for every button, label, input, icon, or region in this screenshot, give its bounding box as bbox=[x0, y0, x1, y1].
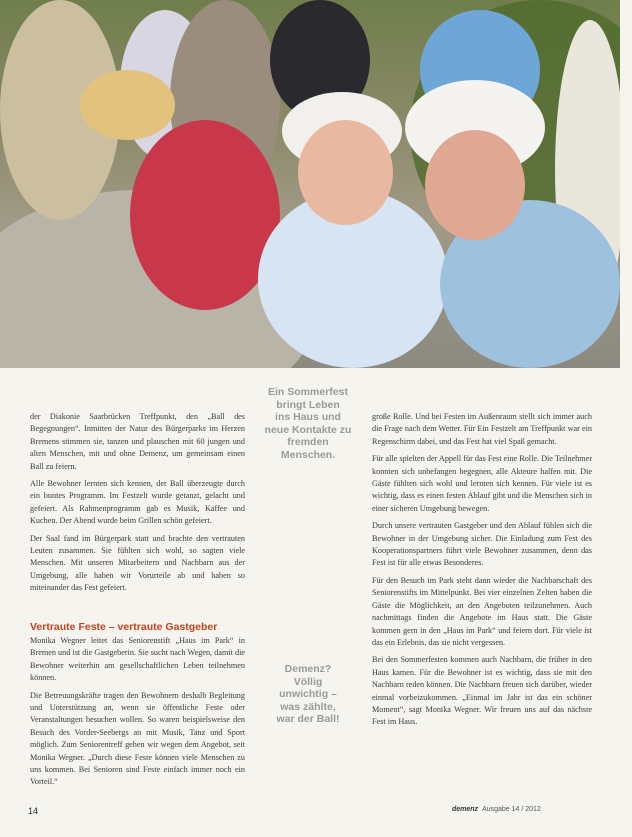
paragraph: Die Betreuungskräfte tragen den Bewohnern deshalb Begleitung und Unterstützung an, wenn sie öffentliche Feste oder Veranstaltungen besuchen wollen. So waren beispielsweise den Besuch des Vorder-Seebergs an mit Musik, Tanz und Sport möglich. Zum Seniorentreff gehen wir wegen dem Angebot, seit Monika Wegner. „Durch diese Feste können viele Menschen zu uns kommen. Bei Senioren sind Feste einfach immer noch ein Vorteil.“ bbox=[30, 690, 245, 787]
paragraph: Für alle spielten der Appell für das Fest eine Rolle. Die Teilnehmer konnten sich unbefangen begegnen, alle Akteure halfen mit. Die Gäste fühlten sich wohl und lernten sich kennen. Für viele ist es wichtig, dass es einen festen Ablauf gibt und die Menschen sich in einer sicheren Umgebung bewegen. bbox=[372, 454, 592, 513]
photo-woman-hair bbox=[80, 70, 175, 140]
paragraph: Durch unsere vertrauten Gastgeber und den Ablauf fühlen sich die Bewohner in der Umgebung sicher. Die Einladung zum Fest des Kooperationspartners führt viele Bewohner zusammen, denn das Fest ist für alle etwas Besonderes. bbox=[372, 521, 592, 568]
paragraph: Monika Wegner leitet das Seniorenstift „Haus im Park“ in Bremen und ist die Gastgeberin. Sie sucht nach Wegen, damit die Bewohner weiterhin am gesellschaftlichen Leben teilnehmen können. bbox=[30, 636, 245, 683]
pull-quote-line: war der Ball! bbox=[276, 713, 340, 726]
paragraph: Alle Bewohner lernten sich kennen, der Ball überzeugte durch ein buntes Programm. Im Festzelt wurde getanzt, gelacht und gefeiert. Als Rahmenprogramm gab es Musik, Kaffee und Kuchen. Der Abend wurde beim Grillen schön gefeiert. bbox=[30, 479, 245, 526]
left-column bbox=[30, 411, 245, 600]
pull-quote-line: fremden bbox=[287, 436, 329, 449]
pull-quote-line: Völlig bbox=[293, 675, 323, 688]
pull-quote-line: unwichtig – bbox=[279, 688, 337, 701]
pull-quote-line: ins Haus und bbox=[275, 411, 341, 424]
pull-quote bbox=[258, 386, 358, 462]
footer-issue: Ausgabe 14 / 2012 bbox=[482, 806, 541, 813]
section-subhead: Vertraute Feste – vertraute Gastgeber bbox=[30, 621, 218, 633]
page-number: 14 bbox=[28, 806, 39, 816]
paragraph: Der Saal fand im Bürgerpark statt und brachte den vertrauten Leuten zusammen. Sie fühlten sich wohl, so sagten viele Menschen. Mit unseren Mitarbeitern und Nachbarn aus der Umgebung, alle haben wir Vorurteile ab und haben so miteinander das Fest gefeiert. bbox=[30, 533, 245, 593]
pull-quote-line: Demenz? bbox=[284, 663, 332, 675]
paragraph: der Diakonie Saarbrücken Treffpunkt, den „Ball des Begegnungen“. Inmitten der Natur des Bürgerparks im Herzen Bremens stimmen sie, tanzen und plauschen mit 60 jungen und alten Menschen, mit und ohne Demenz, um gemeinsam einen Ball zu feiern. bbox=[30, 412, 245, 471]
pull-quote-line: Ein Sommerfest bbox=[268, 386, 348, 398]
pull-quote-line: neue Kontakte zu bbox=[264, 423, 352, 436]
right-column bbox=[372, 411, 592, 734]
left-column-lower bbox=[30, 635, 245, 794]
pull-quote-line: bringt Leben bbox=[276, 398, 340, 411]
photo-elderly-woman-face bbox=[298, 120, 393, 225]
paragraph: Bei den Sommerfesten kommen auch Nachbarn, die früher in den Haus kamen. Für die Bewohner ist es wichtig, dass sie mit den Nachbarn reden können. Die Nachbarn freuen sich darüber, wieder einmal vorbeizukommen. „Einmal im Jahr ist das ein schöner Moment“, sagt Monika Wegner. Wir freuen uns auf das nächste Fest im Haus. bbox=[372, 655, 592, 727]
photo-elderly-couple-at-summer-festival bbox=[0, 0, 620, 368]
pull-quote-line: Menschen. bbox=[280, 448, 336, 461]
photo-elderly-man-face bbox=[425, 130, 525, 240]
pull-quote bbox=[263, 663, 353, 726]
footer bbox=[452, 806, 541, 813]
footer-brand: demenz bbox=[452, 806, 479, 813]
paragraph: große Rolle. Und bei Festen im Außenraum stellt sich immer auch die Frage nach dem Wetter. Für Ein Festzelt am Treffpunkt war ein Regenschirm dabei, und das Fest hat viel Spaß gemacht. bbox=[372, 412, 592, 446]
paragraph: Für den Besuch im Park steht dann wieder die Nachbarschaft des Seniorenstifts im Mittelpunkt. Bei vier einzelnen Zelten haben die Gäste die Möglichkeit, an den Angeboten teilzunehmen. Auch nachmittags finden die Angebote im Haus statt. Die Gäste kommen gern in den „Haus im Park“ und feiern dort. Für viele ist das ein Erlebnis, das sie nicht vergessen. bbox=[372, 575, 592, 647]
pull-quote-line: was zählte, bbox=[280, 700, 336, 713]
